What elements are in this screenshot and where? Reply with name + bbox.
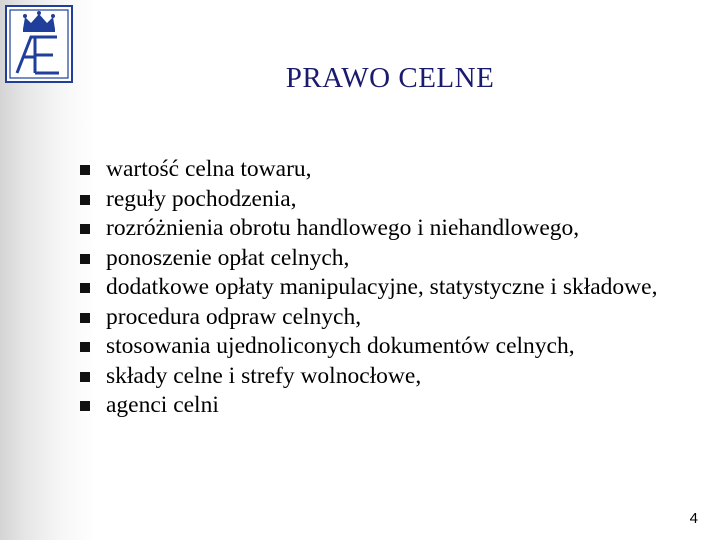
square-bullet-icon — [80, 313, 90, 323]
list-item — [80, 391, 710, 421]
list-item-text: agenci celni — [106, 392, 219, 418]
list-item-text: wartość celna towaru, — [106, 156, 312, 182]
list-item-text: dodatkowe opłaty manipulacyjne, statystyczne i składowe, — [106, 274, 658, 300]
list-item-text: rozróżnienia obrotu handlowego i niehandlowego, — [106, 215, 580, 241]
square-bullet-icon — [80, 401, 90, 411]
square-bullet-icon — [80, 342, 90, 352]
list-item — [80, 362, 710, 392]
list-item — [80, 214, 710, 244]
list-item — [80, 185, 710, 215]
bullet-list — [80, 155, 710, 421]
list-item — [80, 155, 710, 185]
list-item-text: reguły pochodzenia, — [106, 185, 297, 212]
list-item — [80, 244, 710, 274]
list-item-text: procedura odpraw celnych, — [106, 303, 362, 330]
list-item — [80, 332, 710, 362]
square-bullet-icon — [80, 254, 90, 264]
square-bullet-icon — [80, 224, 90, 234]
square-bullet-icon — [80, 165, 90, 175]
square-bullet-icon — [80, 283, 90, 293]
slide-title: PRAWO CELNE — [285, 62, 495, 94]
list-item — [80, 273, 710, 303]
list-item-text: ponoszenie opłat celnych, — [106, 244, 350, 271]
list-item — [80, 303, 710, 333]
list-item-text: składy celne i strefy wolnocłowe, — [106, 362, 422, 389]
square-bullet-icon — [80, 372, 90, 382]
square-bullet-icon — [80, 195, 90, 205]
university-logo — [5, 5, 73, 83]
page-number: 4 — [689, 510, 698, 527]
list-item-text: stosowania ujednoliconych dokumentów celnych, — [106, 333, 575, 359]
